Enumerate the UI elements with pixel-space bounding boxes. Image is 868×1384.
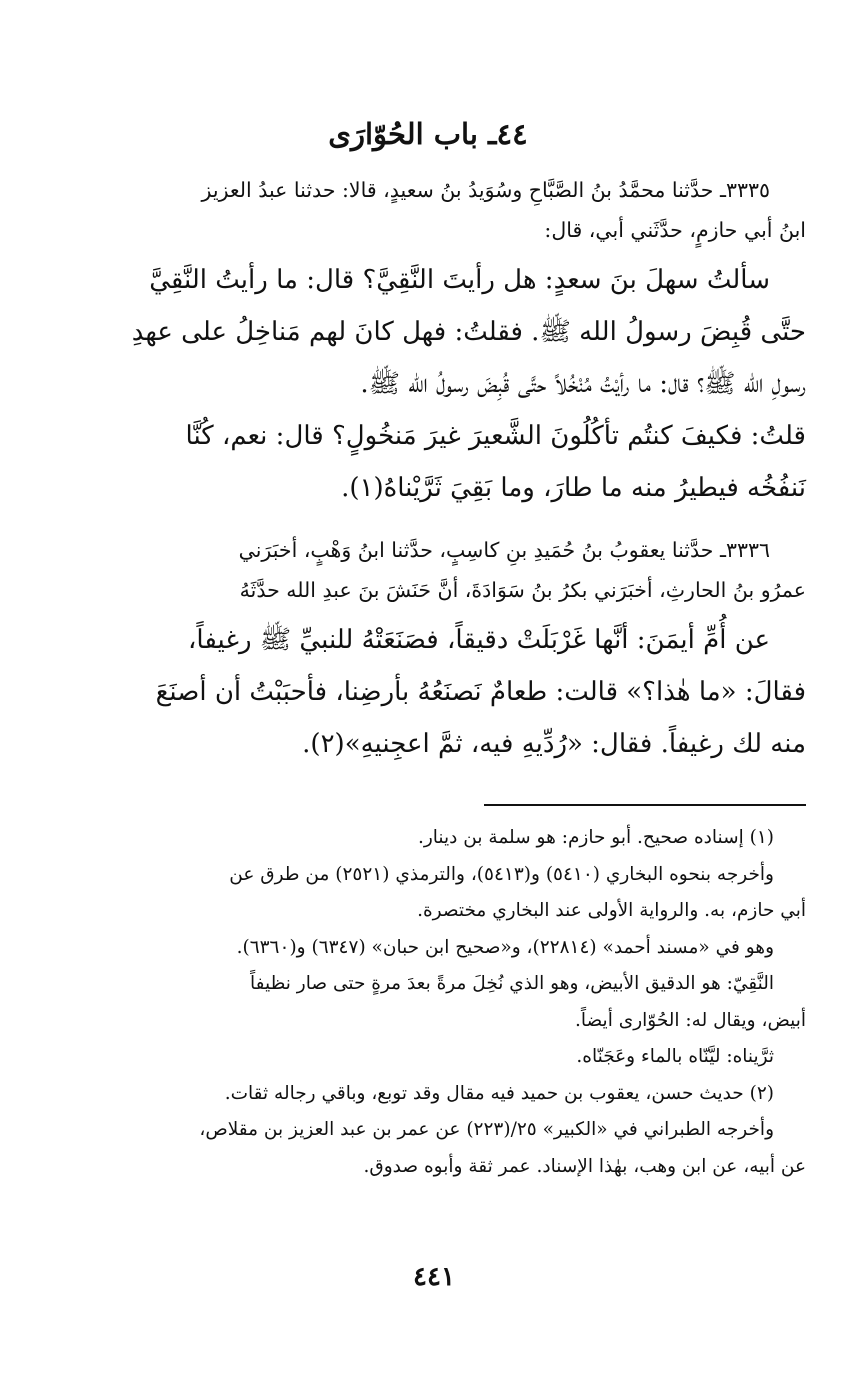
- matn-line: حتَّى قُبِضَ رسولُ الله ﷺ. فقلتُ: فهل كانَ لهم مَناخِلُ على عهدِ: [131, 317, 806, 347]
- footnote-line: أبيض، ويقال له: الحُوّارى أيضاً.: [574, 1009, 806, 1031]
- matn-line: فقالَ: «ما هٰذا؟» قالت: طعامٌ نَصنَعُهُ بأرضِنا، فأحبَبْتُ أن أصنَعَ: [155, 677, 806, 707]
- footnote-line: عن أبيه، عن ابن وهب، بهٰذا الإسناد. عمر ثقة وأبوه صدوق.: [363, 1155, 806, 1177]
- matn-line: منه لك رغيفاً. فقال: «رُدِّيهِ فيه، ثمَّ اعجِنيهِ»(٢).: [302, 729, 806, 759]
- matn-line: قلتُ: فكيفَ كنتُم تأكُلُونَ الشَّعيرَ غيرَ مَنخُولٍ؟ قال: نعم، كُنَّا: [185, 421, 806, 451]
- footnote-line: وأخرجه الطبراني في «الكبير» ٢٥/(٢٢٣) عن عمر بن عبد العزيز بن مقلاص،: [199, 1119, 774, 1140]
- footnote-line: النَّقِيّ: هو الدقيق الأبيض، وهو الذي نُخِلَ مرةً بعدَ مرةٍ حتى صار نظيفاً: [250, 973, 774, 994]
- footnote-line: أبي حازم، به. والرواية الأولى عند البخاري مختصرة.: [417, 900, 806, 921]
- footnote-line: (١) إسناده صحيح. أبو حازم: هو سلمة بن دينار.: [417, 827, 774, 848]
- footnote-line: ثرَّيناه: ليَّنّاه بالماء وعَجَنّاه.: [576, 1046, 774, 1067]
- page-number: ٤٤١: [413, 1262, 455, 1292]
- footnote-line: وأخرجه بنحوه البخاري (٥٤١٠) و(٥٤١٣)، والترمذي (٢٥٢١) من طرق عن: [229, 863, 774, 885]
- matn-line: نَنفُخُه فيطيرُ منه ما طارَ، وما بَقِيَ ثَرَّيْناهُ(١).: [341, 473, 806, 503]
- footnote-divider: [484, 804, 806, 806]
- matn-text: [50, 254, 806, 514]
- hadith-3335: [50, 170, 806, 514]
- chapter-title: ٤٤ـ باب الحُوّارَى: [328, 117, 528, 151]
- hadith-3336: [50, 530, 806, 770]
- matn-line: رسولِ الله ﷺ؟ قال: ما رأيْتُ مُنْخُلاً حتَّى قُبِضَ رسولُ الله ﷺ.: [360, 369, 806, 399]
- footnote-line: (٢) حديث حسن، يعقوب بن حميد فيه مقال وقد توبع، وباقي رجاله ثقات.: [224, 1082, 774, 1104]
- matn-line: عن أُمِّ أيمَنَ: أنَّها غَرْبَلَتْ دقيقاً، فصَنَعَتْهُ للنبيِّ ﷺ رغيفاً،: [188, 625, 770, 655]
- isnad-line: عمرُو بنُ الحارثِ، أخبَرَني بكرُ بنُ سَوَادَةَ، أنَّ حَنَشَ بنَ عبدِ الله حدَّثَهُ: [239, 578, 806, 602]
- footnote-line: وهو في «مسند أحمد» (٢٢٨١٤)، و«صحيح ابن حبان» (٦٣٤٧) و(٦٣٦٠).: [236, 936, 774, 958]
- matn-text: [50, 614, 806, 770]
- isnad-line: ٣٣٣٥ـ حدَّثنا محمَّدُ بنُ الصَّبَّاحِ وسُوَيدُ بنُ سعيدٍ، قالا: حدثنا عبدُ العزيز: [201, 178, 770, 202]
- matn-line: سألتُ سهلَ بنَ سعدٍ: هل رأيتَ النَّقِيَّ؟ قال: ما رأيتُ النَّقِيَّ: [149, 265, 770, 295]
- isnad-line: ابنُ أبي حازمٍ، حدَّثَني أبي، قال:: [544, 218, 806, 242]
- isnad-line: ٣٣٣٦ـ حدَّثنا يعقوبُ بنُ حُمَيدِ بنِ كاسِبٍ، حدَّثنا ابنُ وَهْبٍ، أخبَرَني: [238, 538, 770, 562]
- footnotes: [50, 820, 806, 1185]
